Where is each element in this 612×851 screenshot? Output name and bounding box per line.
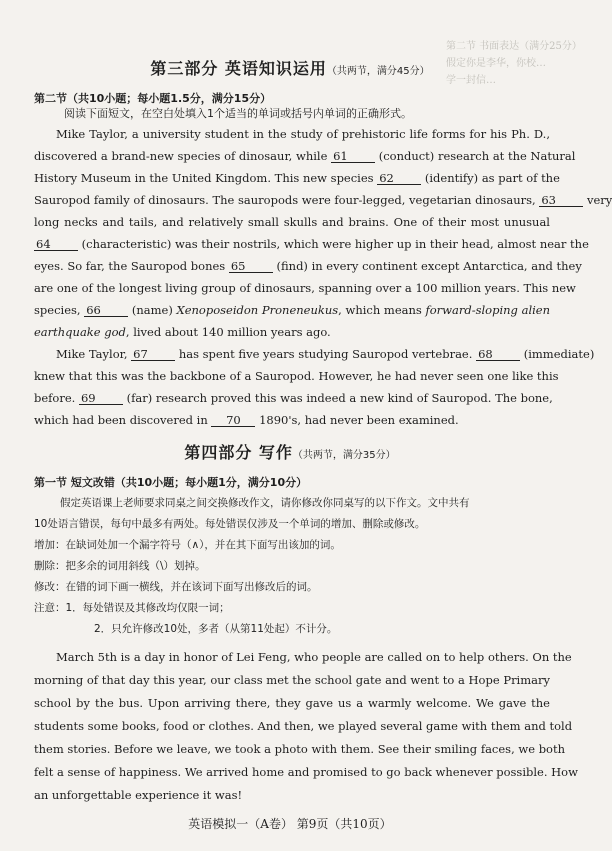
- passage2-line: felt a sense of happiness. We arrived home and promised to go back whenever possible. How: [34, 765, 578, 779]
- passage1-line: Mike Taylor, 67 has spent five years studying Sauropod vertebrae. 68 (immediate): [56, 347, 595, 361]
- passage1-line: before. 69 (far) research proved this was indeed a new kind of Sauropod. The bone,: [34, 391, 553, 405]
- passage2-line: morning of that day this year, our class met the school gate and went to a Hope Primary: [34, 673, 550, 687]
- part3-title: 第三部分 英语知识运用: [150, 59, 327, 78]
- passage1-line: eyes. So far, the Sauropod bones 65 (find) in every continent except Antarctica, and they: [34, 259, 582, 273]
- instruction-line: 10处语言错误，每句中最多有两处。每处错误仅涉及一个单词的增加、删除或修改。: [34, 518, 426, 530]
- passage1-line: earthquake god, lived about 140 million years ago.: [34, 325, 331, 339]
- instruction-line: 注意：1．每处错误及其修改均仅限一词；: [34, 602, 230, 614]
- part3-section2-title: 第二节（共10小题；每小题1.5分，满分15分）: [34, 92, 272, 105]
- passage1-line: long necks and tails, and relatively small skulls and brains. One of their most unusual: [34, 215, 550, 229]
- part4-heading: [0, 440, 580, 463]
- bleed-line: 学一封信…: [446, 75, 496, 86]
- passage2-line: school by the bus. Upon arriving there, they gave us a warmly welcome. We gave the: [34, 696, 550, 710]
- passage1-line: species, 66 (name) Xenoposeidon Proneneukus, which means forward-sloping alien: [34, 303, 551, 317]
- passage2-line: them stories. Before we leave, we took a photo with them. See their smiling faces, we both: [34, 742, 566, 756]
- part4-section1-title: 第一节 短文改错（共10小题；每小题1分，满分10分）: [34, 476, 308, 489]
- blank-64[interactable]: 64: [34, 238, 78, 251]
- passage1-line: Mike Taylor, a university student in the study of prehistoric life forms for his Ph. D.,: [56, 127, 550, 141]
- blank-67[interactable]: 67: [131, 348, 175, 361]
- instruction-line: 假定英语课上老师要求同桌之间交换修改作文，请你修改你同桌写的以下作文。文中共有: [60, 497, 470, 509]
- page-footer: 英语模拟一（A卷） 第9页（共10页）: [188, 817, 392, 831]
- passage1-line: knew that this was the backbone of a Sauropod. However, he had never seen one like this: [34, 369, 559, 383]
- passage1-line: are one of the longest living group of dinosaurs, spanning over a 100 million years. This new: [34, 281, 576, 295]
- passage1-line: discovered a brand-new species of dinosaur, while 61 (conduct) research at the Natural: [34, 149, 576, 163]
- blank-70[interactable]: 70: [211, 414, 255, 427]
- blank-65[interactable]: 65: [229, 260, 273, 273]
- blank-61[interactable]: 61: [331, 150, 375, 163]
- part4-title: 第四部分 写作: [184, 443, 293, 462]
- passage1-line: Sauropod family of dinosaurs. The sauropods were four-legged, vegetarian dinosaurs, 63 very: [34, 193, 612, 207]
- instruction-line: 2．只允许修改10处，多者（从第11处起）不计分。: [94, 623, 338, 635]
- bleed-line: 假定你是李华，你校…: [446, 58, 546, 69]
- passage2-line: students some books, food or clothes. And then, we played several game with them and told: [34, 719, 573, 733]
- instruction-line: 增加：在缺词处加一个漏字符号（∧），并在其下面写出该加的词。: [34, 539, 341, 551]
- passage1-line: 64 (characteristic) was their nostrils, which were higher up in their head, almost near the: [36, 237, 589, 251]
- instruction-line: 删除：把多余的词用斜线（\）划掉。: [34, 560, 206, 572]
- instruction-line: 修改：在错的词下画一横线，并在该词下面写出修改后的词。: [34, 581, 318, 593]
- passage2-line: March 5th is a day in honor of Lei Feng, who people are called on to help others. On the: [56, 650, 572, 664]
- bleed-line: 第二节 书面表达（满分25分）: [446, 41, 582, 52]
- part4-note: （共两节，满分35分）: [292, 450, 396, 461]
- blank-69[interactable]: 69: [79, 392, 123, 405]
- blank-68[interactable]: 68: [476, 348, 520, 361]
- part3-instruction: 阅读下面短文，在空白处填入1个适当的单词或括号内单词的正确形式。: [64, 107, 412, 120]
- part3-heading: [0, 56, 580, 79]
- blank-66[interactable]: 66: [84, 304, 128, 317]
- blank-62[interactable]: 62: [377, 172, 421, 185]
- passage2-line: an unforgettable experience it was!: [34, 788, 243, 802]
- passage1-line: which had been discovered in 70 1890's, had never been examined.: [34, 413, 459, 427]
- part3-note: （共两节，满分45分）: [326, 66, 430, 77]
- blank-63[interactable]: 63: [539, 194, 583, 207]
- passage1-line: History Museum in the United Kingdom. This new species 62 (identify) as part of the: [34, 171, 560, 185]
